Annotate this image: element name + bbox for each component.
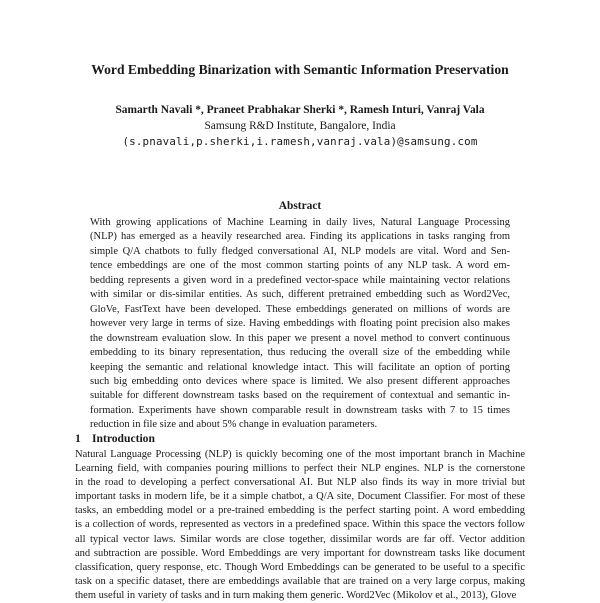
- paper-email: (s.pnavali,p.sherki,i.ramesh,vanraj.vala)@samsung.com: [122, 135, 478, 148]
- introduction-line: is a collection of words, represented as vectors in a predefined space. Within this space the vectors follow: [75, 519, 525, 531]
- abstract-line: suitable for different downstream tasks based on the requirement of contextual and semantic in-: [90, 390, 510, 402]
- introduction-line: Natural Language Processing (NLP) is quickly becoming one of the most important branch in Machine: [75, 449, 525, 460]
- introduction-line: task on a specific dataset, there are embeddings available that are trained on a very large corpus, making: [75, 575, 525, 587]
- introduction-line: them useful in variety of tasks and in turn making them generic. Word2Vec (Mikolov et al., 2013), Glove: [75, 589, 517, 601]
- abstract-line: reduction in file size and about 5% change in evaluation parameters.: [90, 419, 378, 431]
- section-number: 1: [75, 432, 81, 445]
- paper-affiliation: Samsung R&D Institute, Bangalore, India: [204, 120, 396, 132]
- introduction-line: all typical vector laws. Similar words are close together, dissimilar words are far off. Vector addition: [75, 533, 525, 545]
- introduction-line: important tasks in modern life, be it a simple chatbot, a Q/A site, Document Classifier. For most of these: [75, 491, 525, 503]
- abstract-line: With growing applications of Machine Learning in daily lives, Natural Language Processing: [90, 217, 510, 228]
- introduction-line: in the road to developing a perfect conversational AI. But NLP also finds its way in more trivial but: [75, 477, 525, 489]
- paper-title: Word Embedding Binarization with Semantic Information Preservation: [91, 62, 509, 77]
- abstract-line: simple Q/A chatbots to fully fledged conversational AI, NLP models are vital. Word and Sen-: [90, 245, 510, 257]
- abstract-line: bedding represents a given word in a predefined vector-space while maintaining vector relations: [90, 274, 510, 286]
- introduction-line: Learning field, with companies pouring millions to perfect their NLP engines. NLP is the cornerstone: [75, 463, 525, 475]
- paper-authors: Samarth Navali *, Praneet Prabhakar Sherki *, Ramesh Inturi, Vanraj Vala: [115, 104, 485, 116]
- abstract-line: (NLP) has emerged as a heavily researched area. Finding its applications in tasks ranging from: [90, 231, 510, 243]
- section-heading-introduction: [75, 432, 155, 445]
- abstract-line: formation. Experiments have shown comparable result in downstream tasks with 7 to 15 times: [90, 404, 510, 416]
- abstract-line: however very large in terms of size. Having embeddings with floating point precision also makes: [90, 318, 510, 330]
- section-title: Introduction: [92, 432, 155, 445]
- introduction-line: and subtraction are possible. Word Embeddings are very important for downstream tasks like document: [75, 547, 525, 559]
- abstract-line: GloVe, FastText have been developed. These embeddings generated on millions of words are: [90, 303, 510, 315]
- abstract-line: embedding to its binary representation, thus reducing the overall size of the embedding while: [90, 347, 510, 359]
- introduction-line: tasks, an embedding model or a pre-trained embedding is the perfect starting point. A word embedding: [75, 505, 525, 517]
- introduction-line: classification, query response, etc. Though Word Embeddings can be generated to be useful to a specific: [75, 561, 525, 573]
- abstract-line: keeping the semantic and relational knowledge intact. This will facilitate an option of porting: [90, 361, 510, 373]
- abstract-heading: Abstract: [278, 200, 322, 212]
- introduction-body: [75, 448, 525, 603]
- abstract-line: such big embedding onto devices where space is limited. We also present different approaches: [90, 375, 510, 387]
- abstract-line: with similar or dis-similar entities. As such, different pretrained embedding such as Word2Vec,: [90, 289, 510, 301]
- abstract-body: [90, 216, 510, 433]
- abstract-line: the downstream evaluation slow. In this paper we present a novel method to convert continuous: [90, 332, 510, 344]
- abstract-line: tence embeddings are one of the most common starting points of any NLP task. A word em-: [90, 260, 510, 272]
